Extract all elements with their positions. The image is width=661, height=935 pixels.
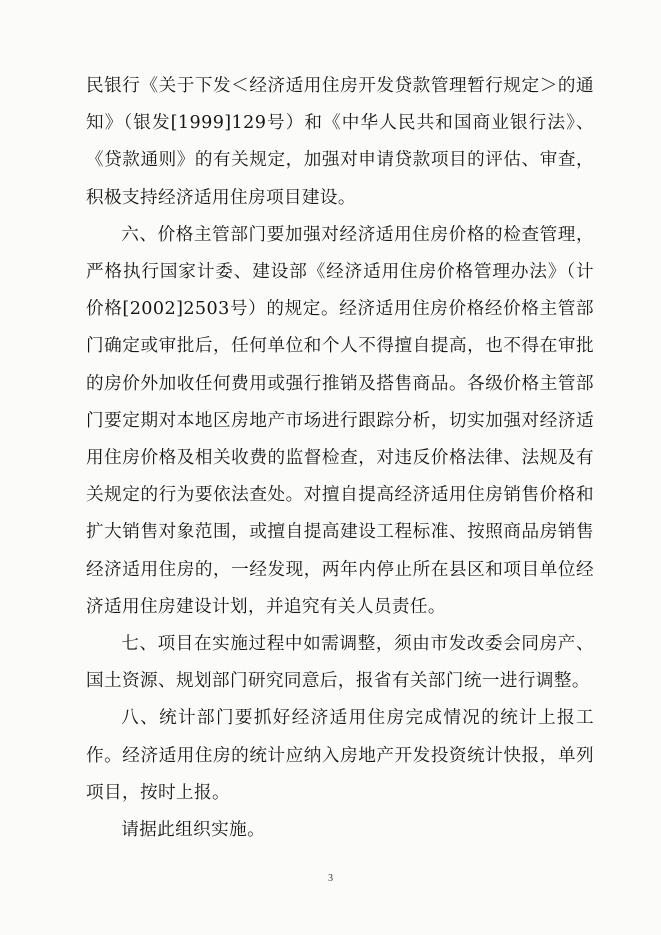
paragraph-continuation: 民银行《关于下发＜经济适用住房开发贷款管理暂行规定＞的通知》（银发[1999]129号）和《中华人民共和国商业银行法》、《贷款通则》的有关规定，加强对申请贷款项目的评估、审查，积极支持经济适用住房项目建设。	[86, 76, 594, 208]
document-body	[86, 68, 594, 849]
paragraph-item-seven: 七、项目在实施过程中如需调整，须由市发改委会同房产、国土资源、规划部门研究同意后，报省有关部门统一进行调整。	[86, 634, 594, 692]
paragraph-item-six: 六、价格主管部门要加强对经济适用住房价格的检查管理，严格执行国家计委、建设部《经济适用住房价格管理办法》（计价格[2002]2503号）的规定。经济适用住房价格经价格主管部门确定或审批后，任何单位和个人不得擅自提高，也不得在审批的房价外加收任何费用或强行推销及搭售商品。各级价格主管部门要定期对本地区房地产市场进行跟踪分析，切实加强对经济适用住房价格及相关收费的监督检查，对违反价格法律、法规及有关规定的行为要依法查处。对擅自提高经济适用住房销售价格和扩大销售对象范围，或擅自提高建设工程标准、按照商品房销售经济适用住房的，一经发现，两年内停止所在县区和项目单位经济适用住房建设计划，并追究有关人员责任。	[86, 224, 594, 617]
page-number: 3	[328, 873, 333, 884]
paragraph-item-eight: 八、统计部门要抓好经济适用住房完成情况的统计上报工作。经济适用住房的统计应纳入房地产开发投资统计快报，单列项目，按时上报。	[86, 708, 594, 803]
paragraph-closing: 请据此组织实施。	[121, 820, 266, 841]
